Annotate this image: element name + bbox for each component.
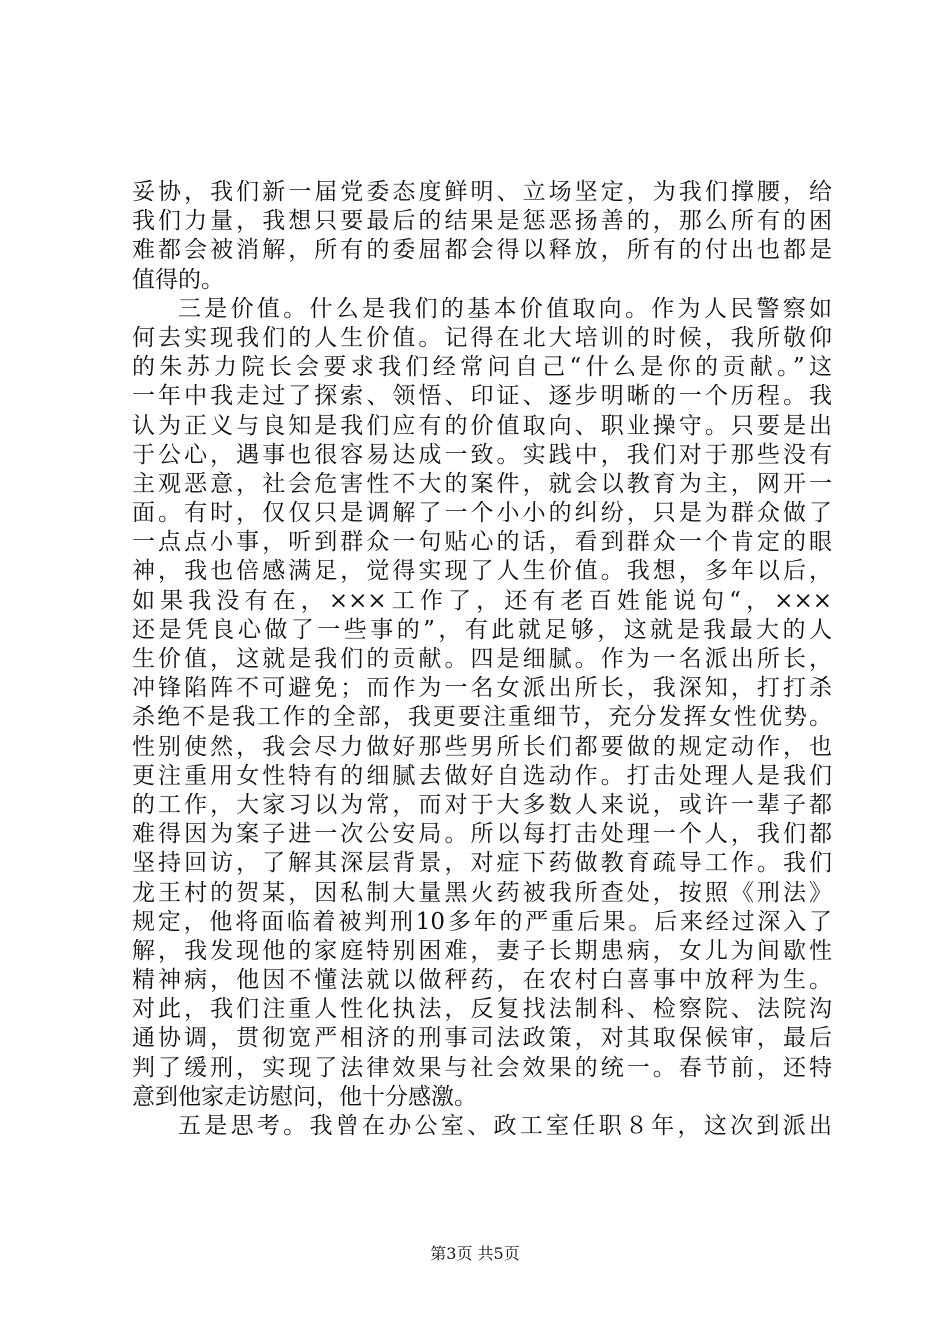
text-line: 五是思考。我曾在办公室、政工室任职８年，这次到派出 <box>178 1113 832 1140</box>
text-line: 对此，我们注重人性化执法，反复找法制科、检察院、法院沟 <box>132 996 832 1023</box>
text-line: 于公心，遇事也很容易达成一致。实践中，我们对于那些没有 <box>132 441 832 468</box>
text-line: 更注重用女性特有的细腻去做好自选动作。打击处理人是我们 <box>132 762 832 789</box>
text-line: 何去实现我们的人生价值。记得在北大培训的时候，我所敬仰 <box>132 324 832 351</box>
text-line: 意到他家走访慰问，他十分感激。 <box>132 1083 477 1110</box>
text-line: 还是凭良心做了一些事的”，有此就足够，这就是我最大的人 <box>132 616 832 643</box>
text-line: 三是价值。什么是我们的基本价值取向。作为人民警察如 <box>178 295 832 322</box>
text-line: 的工作，大家习以为常，而对于大多数人来说，或许一辈子都 <box>132 791 832 818</box>
text-line: 判了缓刑，实现了法律效果与社会效果的统一。春节前，还特 <box>132 1054 832 1081</box>
text-line: 精神病，他因不懂法就以做秤药，在农村白喜事中放秤为生。 <box>132 967 832 994</box>
body-text <box>132 178 832 1141</box>
text-line: 的朱苏力院长会要求我们经常问自己“什么是你的贡献。”这 <box>132 354 832 381</box>
text-line: 龙王村的贺某，因私制大量黑火药被我所查处，按照《刑法》 <box>132 879 832 906</box>
text-line: 主观恶意，社会危害性不大的案件，就会以教育为主，网开一 <box>132 470 832 497</box>
text-line: 性别使然，我会尽力做好那些男所长们都要做的规定动作，也 <box>132 733 832 760</box>
text-line: 我们力量，我想只要最后的结果是惩恶扬善的，那么所有的困 <box>132 208 832 235</box>
text-line: 一年中我走过了探索、领悟、印证、逐步明晰的一个历程。我 <box>132 383 832 410</box>
text-line: 通协调，贯彻宽严相济的刑事司法政策，对其取保候审，最后 <box>132 1025 832 1052</box>
text-line: 坚持回访，了解其深层背景，对症下药做教育疏导工作。我们 <box>132 850 832 877</box>
text-line: 值得的。 <box>132 266 224 293</box>
text-line: 生价值，这就是我们的贡献。四是细腻。作为一名派出所长， <box>132 646 832 673</box>
text-line: 难得因为案子进一次公安局。所以每打击处理一个人，我们都 <box>132 821 832 848</box>
text-line: 如果我没有在，×××工作了，还有老百姓能说句“，××× <box>132 587 832 614</box>
text-line: 一点点小事，听到群众一句贴心的话，看到群众一个肯定的眼 <box>132 529 832 556</box>
text-line: 神，我也倍感满足，觉得实现了人生价值。我想，多年以后， <box>132 558 832 585</box>
text-line: 解，我发现他的家庭特别困难，妻子长期患病，女儿为间歇性 <box>132 937 832 964</box>
text-line: 难都会被消解，所有的委屈都会得以释放，所有的付出也都是 <box>132 237 832 264</box>
text-line: 杀绝不是我工作的全部，我更要注重细节，充分发挥女性优势。 <box>132 704 832 731</box>
text-line: 认为正义与良知是我们应有的价值取向、职业操守。只要是出 <box>132 412 832 439</box>
page-footer: 第3页 共5页 <box>430 1244 520 1263</box>
text-line: 规定，他将面临着被判刑10多年的严重后果。后来经过深入了 <box>132 908 832 935</box>
text-line: 妥协，我们新一届党委态度鲜明、立场坚定，为我们撑腰，给 <box>132 179 832 205</box>
text-line: 面。有时，仅仅只是调解了一个小小的纠纷，只是为群众做了 <box>132 500 832 527</box>
text-line: 冲锋陷阵不可避免；而作为一名女派出所长，我深知，打打杀 <box>132 675 832 702</box>
